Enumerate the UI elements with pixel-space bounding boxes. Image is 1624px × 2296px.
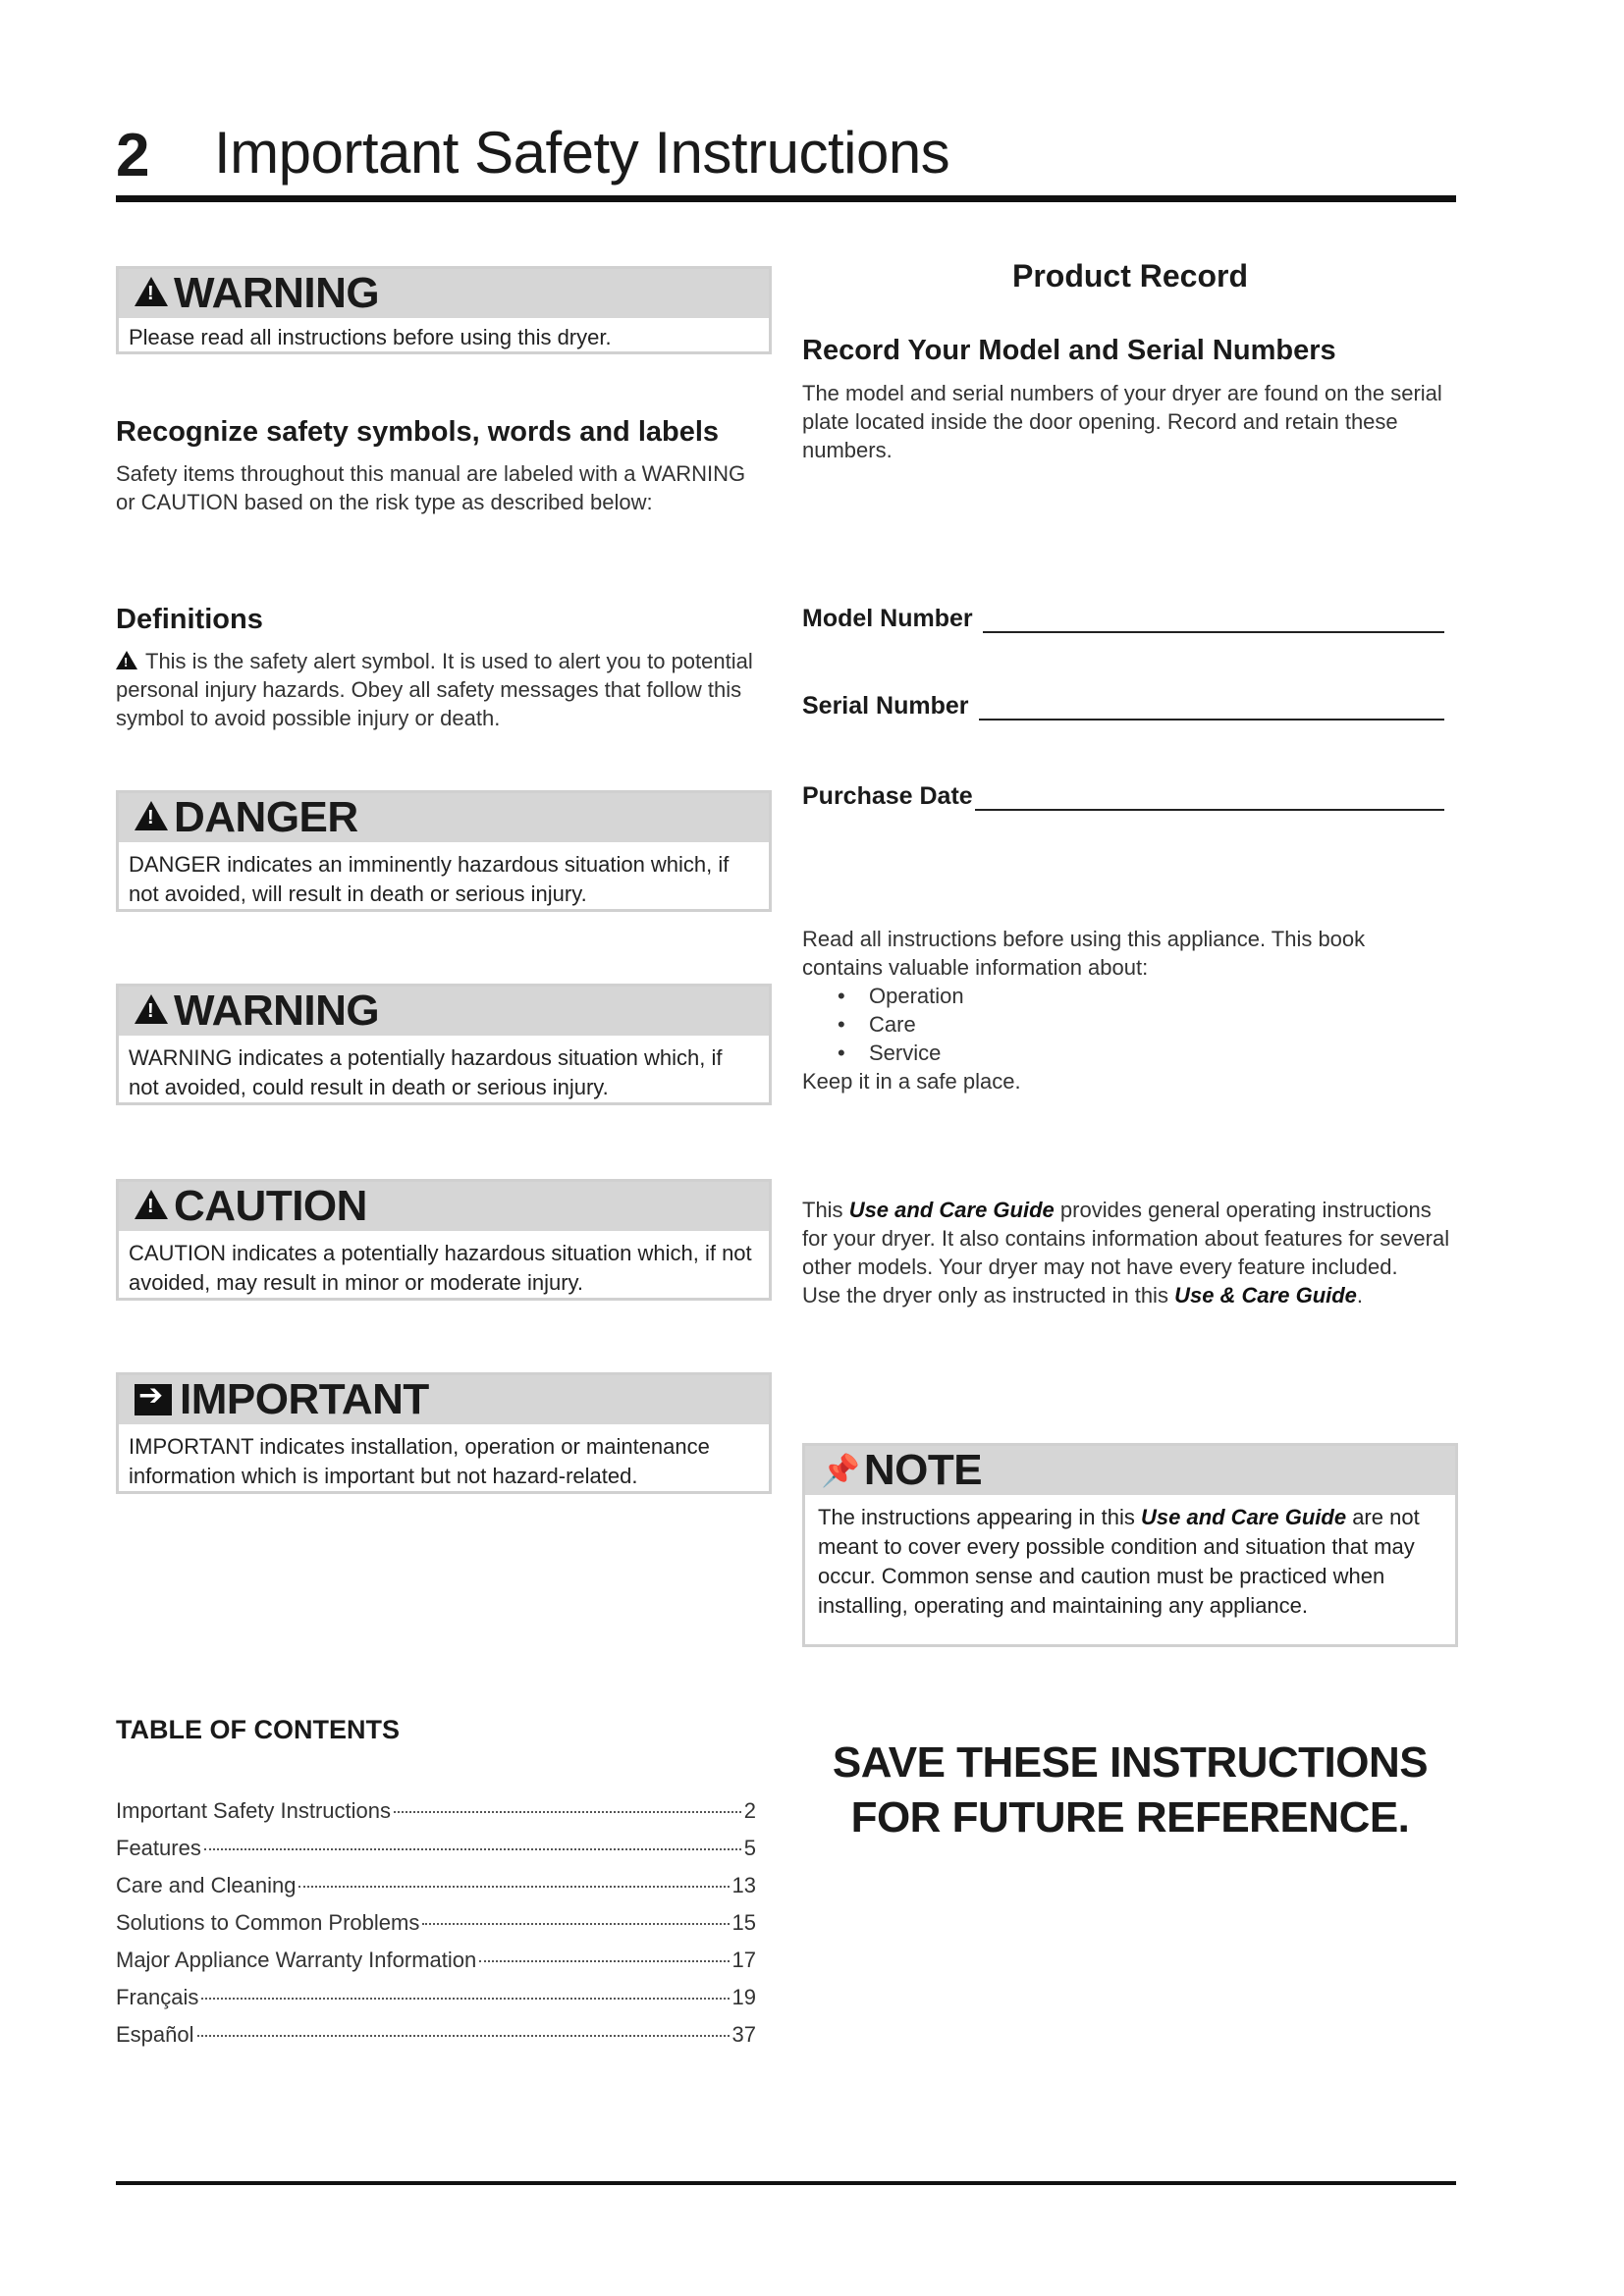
- toc-entry-label: Solutions to Common Problems: [116, 1910, 420, 1935]
- toc-entry-page: 2: [743, 1798, 756, 1823]
- list-item: • Care: [838, 1010, 1431, 1039]
- read-all-section: [802, 925, 1431, 1095]
- toc-entry-label: Español: [116, 2022, 194, 2047]
- guide-prefix: This: [802, 1198, 843, 1222]
- toc-leader: [422, 1923, 729, 1925]
- toc-entry[interactable]: [116, 1948, 756, 1985]
- definitions-text-body: This is the safety alert symbol. It is used to alert you to potential personal injury hazards. Obey all safety messages that follow this symbol to avoid possible injury or death.: [116, 649, 753, 730]
- model-number-field[interactable]: [802, 605, 1444, 633]
- toc-entry-page: 19: [731, 1985, 756, 2009]
- read-all-closing: Keep it in a safe place.: [802, 1069, 1021, 1094]
- safety-alert-icon: [135, 994, 168, 1024]
- caution-bar: [119, 1182, 769, 1231]
- guide-use-prefix: Use the dryer only as instructed in this: [802, 1283, 1168, 1308]
- note-body: are not meant to cover every possible condition and situation that may occur. Common sense and caution must be practiced when installing, operating and maintaining any appliance.: [818, 1505, 1420, 1618]
- danger-word: DANGER: [174, 793, 358, 841]
- toc-leader: [201, 1998, 729, 2000]
- recognize-text: Safety items throughout this manual are labeled with a WARNING or CAUTION based on the risk type as described below:: [116, 461, 746, 514]
- warning-def-box: [116, 984, 772, 1105]
- save-line-1: SAVE THESE INSTRUCTIONS: [832, 1738, 1429, 1787]
- important-text: IMPORTANT indicates installation, operation or maintenance information which is important but not hazard-related.: [129, 1434, 710, 1488]
- note-box: [802, 1443, 1458, 1647]
- product-record-title: Product Record: [1011, 258, 1249, 294]
- toc-entry[interactable]: [116, 1910, 756, 1948]
- serial-number-line[interactable]: [979, 701, 1444, 721]
- important-arrow-icon: [135, 1384, 172, 1415]
- toc-entry-label: Français: [116, 1985, 199, 2009]
- important-word: IMPORTANT: [180, 1375, 429, 1423]
- caution-word: CAUTION: [174, 1182, 367, 1230]
- toc-entry-page: 15: [731, 1910, 756, 1935]
- toc-entry-label: Important Safety Instructions: [116, 1798, 392, 1823]
- caution-box: [116, 1179, 772, 1301]
- purchase-date-label: Purchase Date: [802, 782, 973, 810]
- safety-alert-icon: [135, 801, 168, 830]
- note-word: NOTE: [863, 1446, 983, 1494]
- pushpin-icon: 📌: [821, 1452, 860, 1489]
- toc-entry-page: 17: [731, 1948, 756, 1972]
- safety-alert-icon: [116, 651, 137, 669]
- toc-leader: [479, 1960, 729, 1962]
- note-text: [805, 1495, 1455, 1629]
- toc-entry-label: Features: [116, 1836, 201, 1860]
- purchase-date-line[interactable]: [975, 791, 1444, 811]
- page-header: [116, 120, 1456, 202]
- guide-name: Use and Care Guide: [848, 1198, 1055, 1222]
- danger-box: [116, 790, 772, 912]
- warning-box-top: [116, 266, 772, 354]
- serial-number-field[interactable]: [802, 692, 1444, 721]
- read-all-list: [838, 982, 1431, 1067]
- warning-def-text: WARNING indicates a potentially hazardous situation which, if not avoided, could result in death or serious injury.: [129, 1045, 723, 1099]
- important-bar: [119, 1375, 769, 1424]
- definitions-text: [116, 647, 774, 732]
- list-item: • Service: [838, 1039, 1431, 1067]
- recognize-heading: Recognize safety symbols, words and labels: [116, 416, 720, 448]
- note-prefix: The instructions appearing in this: [818, 1505, 1135, 1529]
- save-line-2: FOR FUTURE REFERENCE.: [850, 1793, 1410, 1842]
- caution-text: CAUTION indicates a potentially hazardous situation which, if not avoided, may result in minor or moderate injury.: [129, 1241, 752, 1295]
- page-number: 2: [116, 122, 150, 189]
- guide-paragraph: [802, 1196, 1455, 1281]
- footer-rule: [116, 2181, 1456, 2185]
- danger-text: DANGER indicates an imminently hazardous situation which, if not avoided, will result in death or serious injury.: [129, 852, 730, 906]
- note-bar: [805, 1446, 1455, 1495]
- serial-number-label: Serial Number: [802, 692, 969, 720]
- warning-bar: [119, 269, 769, 318]
- note-guide-name: Use and Care Guide: [1140, 1505, 1347, 1529]
- toc-entry[interactable]: [116, 1985, 756, 2022]
- page-title: Important Safety Instructions: [214, 120, 950, 186]
- save-instructions-banner: [802, 1735, 1458, 1845]
- list-item: • Operation: [838, 982, 1431, 1010]
- model-number-line[interactable]: [983, 614, 1444, 633]
- definitions-heading: Definitions: [116, 604, 263, 635]
- warning-text: Please read all instructions before using this dryer.: [129, 325, 612, 349]
- danger-bar: [119, 793, 769, 842]
- toc-entry-page: 37: [731, 2022, 756, 2047]
- toc-entry-page: 13: [731, 1873, 756, 1897]
- toc-entry[interactable]: [116, 1836, 756, 1873]
- safety-alert-icon: [135, 277, 168, 306]
- toc-entry[interactable]: [116, 1873, 756, 1910]
- purchase-date-field[interactable]: [802, 782, 1444, 811]
- toc-entry-label: Care and Cleaning: [116, 1873, 297, 1897]
- guide-use-name: Use & Care Guide: [1174, 1283, 1357, 1308]
- guide-text: provides general operating instructions for your dryer. It also contains information about features for several other models. Your dryer may not have every feature included.: [802, 1198, 1450, 1279]
- guide-section: [802, 1196, 1455, 1309]
- guide-use-paragraph: [802, 1281, 1455, 1309]
- warning-def-word: WARNING: [174, 987, 380, 1035]
- guide-use-suffix: .: [1356, 1283, 1364, 1308]
- toc-entry-label: Major Appliance Warranty Information: [116, 1948, 477, 1972]
- table-of-contents: [116, 1798, 756, 2059]
- important-box: [116, 1372, 772, 1494]
- toc-leader: [394, 1811, 741, 1813]
- toc-leader: [298, 1886, 729, 1888]
- warning-word: WARNING: [174, 269, 380, 317]
- toc-entry[interactable]: [116, 2022, 756, 2059]
- record-subheading: Record Your Model and Serial Numbers: [802, 335, 1336, 366]
- toc-entry[interactable]: [116, 1798, 756, 1836]
- toc-leader: [197, 2035, 730, 2037]
- model-number-label: Model Number: [802, 605, 973, 632]
- toc-entry-page: 5: [743, 1836, 756, 1860]
- toc-title: TABLE OF CONTENTS: [116, 1715, 400, 1744]
- safety-alert-icon: [135, 1190, 168, 1219]
- warning-def-bar: [119, 987, 769, 1036]
- record-text: The model and serial numbers of your dryer are found on the serial plate located inside the door opening. Record and retain these numbers.: [802, 381, 1442, 462]
- toc-leader: [204, 1848, 741, 1850]
- read-all-intro: Read all instructions before using this appliance. This book contains valuable information about:: [802, 927, 1366, 980]
